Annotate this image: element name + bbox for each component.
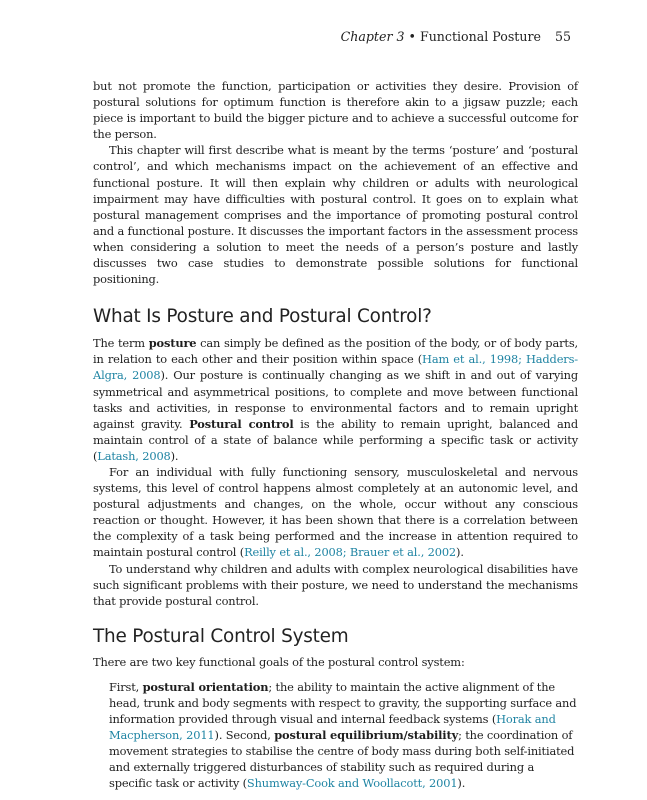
header-bullet: • bbox=[408, 29, 416, 44]
text-span: ; the coordination of movement strategies to stabilise the centre of body mass during both self-initiated and externally triggered disturbances of stability such as required during a specific task or activity ( bbox=[109, 728, 575, 791]
posture-paragraph-2 bbox=[93, 464, 578, 561]
section-heading-posture: What Is Posture and Postural Control? bbox=[93, 306, 432, 328]
term-posture: posture bbox=[148, 336, 197, 351]
chapter-title: Functional Posture bbox=[419, 29, 541, 44]
running-header bbox=[341, 29, 571, 44]
text-span: ). bbox=[457, 776, 466, 791]
chapter-label: Chapter 3 bbox=[340, 29, 405, 44]
control-system-intro: There are two key functional goals of the postural control system: bbox=[93, 654, 465, 669]
page-body bbox=[93, 78, 578, 792]
term-postural-control: Postural control bbox=[189, 416, 294, 431]
goals-paragraph bbox=[109, 679, 578, 792]
citation-link[interactable]: Horak and Macpherson, 2011 bbox=[109, 712, 556, 743]
text-span: ). bbox=[456, 545, 464, 560]
text-span: ; the ability to maintain the active alignment of the head, trunk and body segments with respect to gravity, the supporting surface and information provided through visual and internal feedback systems ( bbox=[109, 679, 577, 727]
term-postural-orientation: postural orientation bbox=[142, 679, 269, 694]
indented-block bbox=[109, 679, 578, 792]
text-span: can simply be defined as the position of the body, or of body parts, in relation to each other and their position within space ( bbox=[93, 336, 578, 367]
citation-link[interactable]: Latash, 2008 bbox=[97, 448, 171, 463]
text-span: First, bbox=[109, 679, 143, 694]
posture-paragraph-1 bbox=[93, 335, 578, 464]
intro-paragraph-2: This chapter will first describe what is meant by the terms ‘posture’ and ‘postural control’, and which mechanisms impact on the achievement of an effective and functional posture. It will then explain why children or adults with neurological impairment may have difficulties with postural control. It goes on to explain what postural management comprises and the importance of promoting postural control and a functional posture. It discusses the important factors in the assessment process when considering a solution to meet the needs of a person’s posture and lastly discusses two case studies to demonstrate possible solutions for functional positioning. bbox=[93, 143, 578, 287]
citation-link[interactable]: Reilly et al., 2008; Brauer et al., 2002 bbox=[244, 545, 457, 560]
text-span: ). Second, bbox=[214, 728, 275, 743]
posture-paragraph-3: To understand why children and adults with complex neurological disabilities have such significant problems with their posture, we need to understand the mechanisms that provide postural control. bbox=[93, 561, 578, 608]
text-span: The term bbox=[93, 336, 149, 351]
text-span: ). bbox=[170, 448, 179, 463]
text-span: For an individual with fully functioning sensory, musculoskeletal and nervous systems, this level of control happens almost completely at an autonomic level, and postural adjustments and changes, on the whole, occur without any conscious reaction or thought. However, it has been shown that there is a correlation between the complexity of a task being performed and the increase in attention required to maintain postural control ( bbox=[93, 464, 578, 560]
page-number: 55 bbox=[554, 29, 571, 44]
citation-link[interactable]: Shumway-Cook and Woollacott, 2001 bbox=[246, 776, 458, 791]
text-span: ). Our posture is continually changing as we shift in and out of varying symmetrical and asymmetrical positions, to complete and move between functional tasks and activities, in response to environmental factors and to remain upright against gravity. bbox=[93, 368, 578, 431]
intro-paragraph-1: but not promote the function, participation or activities they desire. Provision of postural solutions for optimum function is therefore akin to a jigsaw puzzle; each piece is important to build the bigger picture and to achieve a successful outcome for the person. bbox=[93, 79, 578, 142]
citation-link[interactable]: Ham et al., 1998; Hadders-Algra, 2008 bbox=[93, 352, 578, 383]
text-span: is the ability to remain upright, balanced and maintain control of a state of balance while performing a specific task or activity ( bbox=[93, 416, 578, 463]
section-heading-control-system: The Postural Control System bbox=[93, 625, 349, 647]
term-postural-equilibrium: postural equilibrium/stability bbox=[274, 728, 459, 743]
